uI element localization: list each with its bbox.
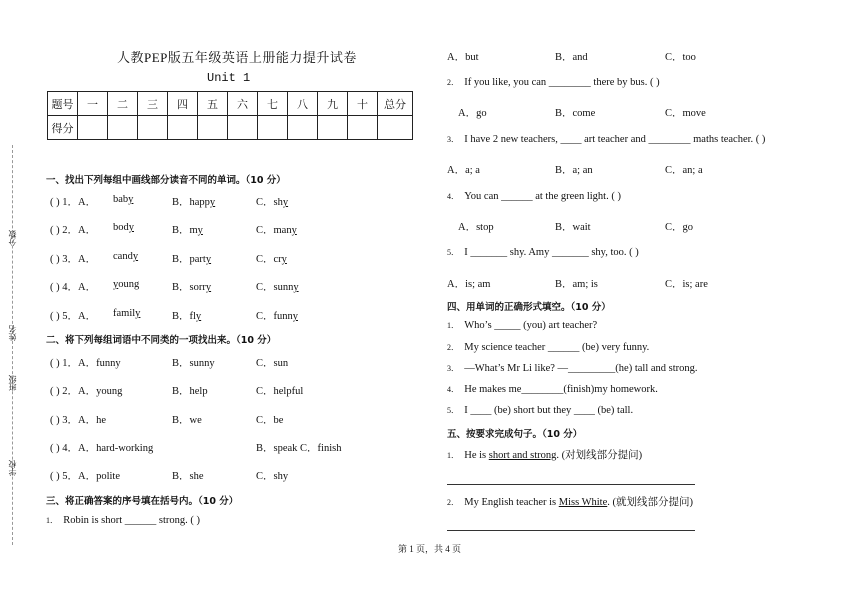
section4-heading: 四、用单词的正确形式填空。（10 分） bbox=[447, 302, 611, 313]
item-number: ( ) 4．A． bbox=[50, 282, 97, 293]
option-c: C．funny bbox=[256, 311, 298, 322]
score-cell: 题号 bbox=[48, 92, 78, 116]
option-c: C．be bbox=[256, 415, 284, 426]
option-c: C．helpful bbox=[256, 386, 304, 397]
score-cell: 一 bbox=[78, 92, 108, 116]
score-cell: 五 bbox=[198, 92, 228, 116]
option-a: young bbox=[113, 279, 140, 290]
score-input-cell[interactable] bbox=[138, 116, 168, 140]
section1-heading: 一、找出下列每组中画线部分读音不同的单词。（10 分） bbox=[46, 175, 286, 186]
question-4: 4． You can ______ at the green light. ( ) bbox=[447, 191, 621, 202]
option-b: B．she bbox=[172, 471, 204, 482]
q5-option-b: B．am; is bbox=[555, 279, 598, 290]
score-table-header-row bbox=[48, 92, 413, 116]
question-3: 3． I have 2 new teachers, ____ art teacher and ________ maths teacher. ( ) bbox=[447, 134, 766, 145]
score-input-cell[interactable] bbox=[258, 116, 288, 140]
item-number: ( ) 2．A． bbox=[50, 225, 97, 236]
option-c: C．shy bbox=[256, 197, 289, 208]
side-label-class: 班级 bbox=[8, 375, 17, 391]
option-b: B．happy bbox=[172, 197, 216, 208]
option-a: family bbox=[113, 308, 141, 319]
option-c: C．shy bbox=[256, 471, 289, 482]
score-cell-label: 得分 bbox=[48, 116, 78, 140]
score-input-cell[interactable] bbox=[168, 116, 198, 140]
score-cell: 六 bbox=[228, 92, 258, 116]
fill-question: 3． —What’s Mr Li like? —_________(he) tall and strong. bbox=[447, 363, 698, 374]
q2-option-a: A．go bbox=[458, 108, 487, 119]
score-cell: 九 bbox=[318, 92, 348, 116]
option-c: C．many bbox=[256, 225, 297, 236]
score-input-cell[interactable] bbox=[78, 116, 108, 140]
q3-option-a: A．a; a bbox=[447, 165, 480, 176]
option-b: B．sunny bbox=[172, 358, 215, 369]
fill-question: 4． He makes me________(finish)my homework. bbox=[447, 384, 658, 395]
q2-option-b: B．come bbox=[555, 108, 596, 119]
q5-option-c: C．is; are bbox=[665, 279, 708, 290]
fill-question: 1． Who’s _____ (you) art teacher? bbox=[447, 320, 598, 331]
question-5: 5． I _______ shy. Amy _______ shy, too. ( ) bbox=[447, 247, 639, 258]
rewrite-question-1: 1． He is short and strong. (对划线部分提问) bbox=[447, 450, 643, 461]
score-input-cell[interactable] bbox=[348, 116, 378, 140]
option-a: ( ) 2．A．young bbox=[50, 386, 123, 397]
section3-heading: 三、将正确答案的序号填在括号内。（10 分） bbox=[46, 496, 239, 507]
option-c: C．cry bbox=[256, 254, 287, 265]
q3-option-b: B．a; an bbox=[555, 165, 593, 176]
option-b: B．fly bbox=[172, 311, 202, 322]
item-number: ( ) 3．A． bbox=[50, 254, 97, 265]
page-title: 人教PEP版五年级英语上册能力提升试卷 bbox=[117, 50, 357, 65]
score-cell: 十 bbox=[348, 92, 378, 116]
score-cell: 四 bbox=[168, 92, 198, 116]
score-table-score-row bbox=[48, 116, 413, 140]
option-a: ( ) 4．A．hard-working bbox=[50, 443, 154, 454]
q4-option-c: C．go bbox=[665, 222, 694, 233]
side-label-score: 分数 bbox=[8, 230, 17, 246]
option-a: body bbox=[113, 222, 134, 233]
score-cell: 八 bbox=[288, 92, 318, 116]
score-input-cell[interactable] bbox=[318, 116, 348, 140]
option-b: B．my bbox=[172, 225, 203, 236]
option-a: candy bbox=[113, 251, 139, 262]
binding-line bbox=[12, 145, 13, 545]
q4-option-b: B．wait bbox=[555, 222, 591, 233]
score-input-cell[interactable] bbox=[288, 116, 318, 140]
option-b: B．we bbox=[172, 415, 202, 426]
q4-option-a: A．stop bbox=[458, 222, 494, 233]
score-input-cell[interactable] bbox=[378, 116, 413, 140]
score-cell: 三 bbox=[138, 92, 168, 116]
score-input-cell[interactable] bbox=[108, 116, 138, 140]
item-number: ( ) 1．A． bbox=[50, 197, 97, 208]
q1-option-a: A．but bbox=[447, 52, 479, 63]
option-a: ( ) 5．A．polite bbox=[50, 471, 120, 482]
q5-option-a: A．is; am bbox=[447, 279, 491, 290]
page-footer: 第 1 页，共 4 页 bbox=[398, 544, 462, 554]
side-label-name: 姓名 bbox=[8, 325, 17, 341]
option-bc: B．speak C．finish bbox=[256, 443, 342, 454]
side-label-school: 学校 bbox=[8, 460, 17, 476]
option-b: B．party bbox=[172, 254, 212, 265]
score-cell: 七 bbox=[258, 92, 288, 116]
question-1: 1． Robin is short ______ strong. ( ) bbox=[46, 515, 201, 526]
option-c: C．sun bbox=[256, 358, 289, 369]
option-b: B．help bbox=[172, 386, 208, 397]
option-a: baby bbox=[113, 194, 134, 205]
score-cell: 二 bbox=[108, 92, 138, 116]
answer-line[interactable] bbox=[447, 530, 695, 531]
item-number: ( ) 5．A． bbox=[50, 311, 97, 322]
option-c: C．sunny bbox=[256, 282, 299, 293]
option-a: ( ) 1．A．funny bbox=[50, 358, 121, 369]
section5-heading: 五、按要求完成句子。（10 分） bbox=[447, 429, 583, 440]
q2-option-c: C．move bbox=[665, 108, 706, 119]
score-input-cell[interactable] bbox=[198, 116, 228, 140]
rewrite-question-2: 2． My English teacher is Miss White. (就划线部分提问) bbox=[447, 497, 694, 508]
q1-option-b: B．and bbox=[555, 52, 588, 63]
score-table bbox=[47, 91, 413, 140]
section2-heading: 二、将下列每组词语中不同类的一项找出来。（10 分） bbox=[46, 335, 277, 346]
question-2: 2． If you like, you can ________ there by bus. ( ) bbox=[447, 77, 660, 88]
q1-option-c: C．too bbox=[665, 52, 696, 63]
score-cell: 总分 bbox=[378, 92, 413, 116]
unit-title: Unit 1 bbox=[207, 71, 251, 85]
option-b: B．sorry bbox=[172, 282, 212, 293]
score-input-cell[interactable] bbox=[228, 116, 258, 140]
option-a: ( ) 3．A．he bbox=[50, 415, 106, 426]
fill-question: 2． My science teacher ______ (be) very funny. bbox=[447, 342, 650, 353]
answer-line[interactable] bbox=[447, 484, 695, 485]
fill-question: 5． I ____ (be) short but they ____ (be) tall. bbox=[447, 405, 634, 416]
q3-option-c: C．an; a bbox=[665, 165, 703, 176]
